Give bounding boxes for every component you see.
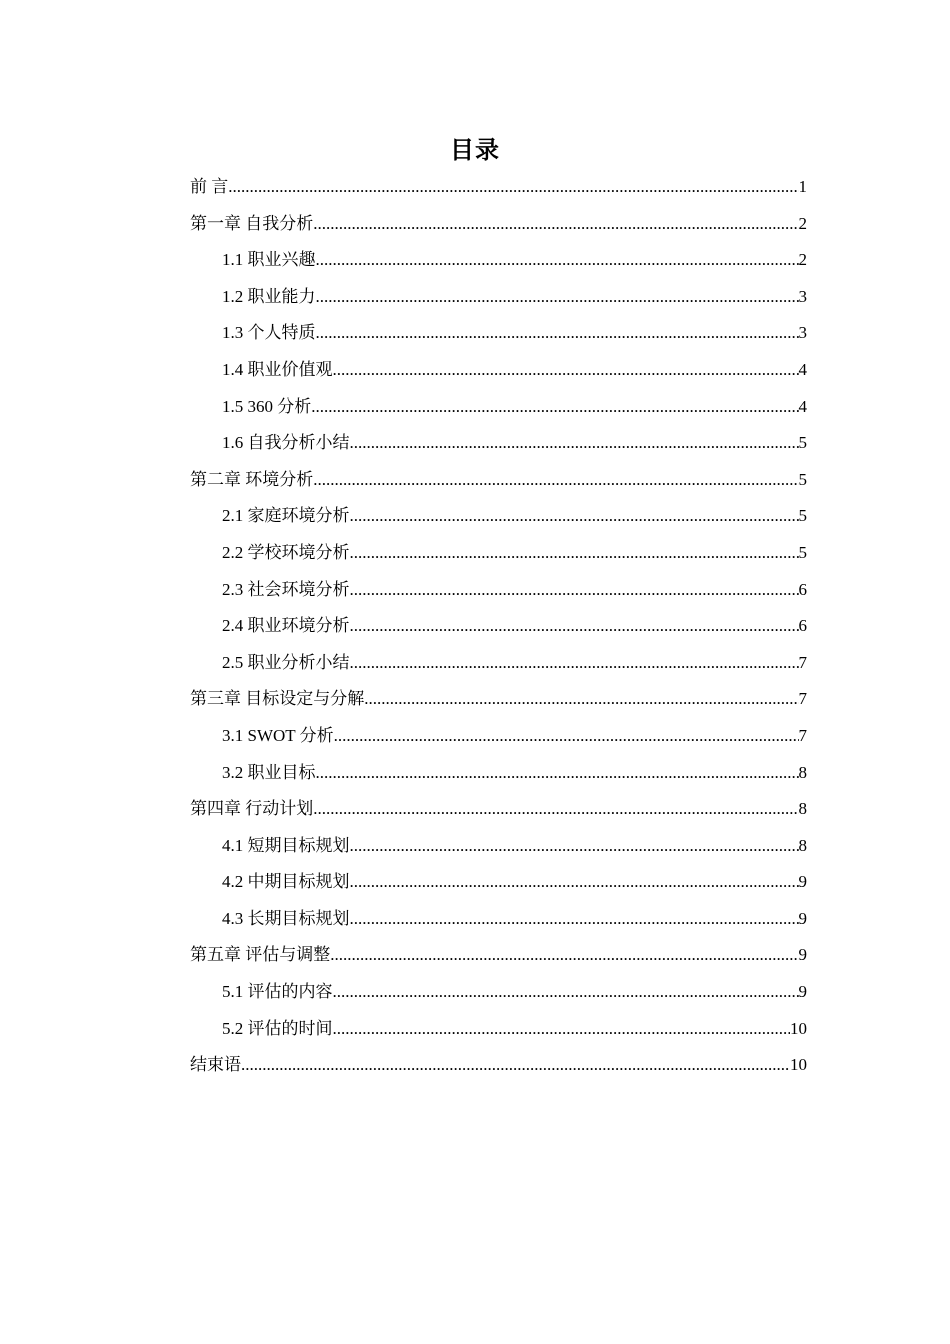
toc-entry-label: 2.2 学校环境分析: [222, 542, 350, 562]
toc-page-number: 7: [798, 725, 807, 745]
toc-chapter-entry[interactable]: [190, 681, 807, 718]
toc-section-entry[interactable]: [190, 279, 807, 316]
toc-section-entry[interactable]: [190, 425, 807, 462]
toc-section-entry[interactable]: [190, 901, 807, 938]
toc-page-number: 2: [798, 250, 807, 270]
toc-entry-label: 第一章 自我分析: [190, 213, 314, 233]
toc-entry-label: 1.6 自我分析小结: [222, 433, 350, 453]
toc-section-entry[interactable]: [190, 535, 807, 572]
toc-leader-dots: [350, 535, 799, 572]
toc-entry-label: 2.1 家庭环境分析: [222, 506, 350, 526]
toc-title: 目录: [450, 136, 500, 164]
toc-page-number: 5: [798, 506, 807, 526]
toc-section-entry[interactable]: [190, 828, 807, 865]
toc-section-entry[interactable]: [190, 242, 807, 279]
toc-chapter-entry[interactable]: [190, 169, 807, 206]
toc-entry-label: 第四章 行动计划: [190, 799, 314, 819]
toc-leader-dots: [350, 864, 799, 901]
toc-page-number: 9: [798, 872, 807, 892]
toc-entry-label: 1.2 职业能力: [222, 286, 316, 306]
toc-leader-dots: [333, 1011, 791, 1048]
toc-entry-label: 2.3 社会环境分析: [222, 579, 350, 599]
toc-page-number: 3: [798, 286, 807, 306]
toc-leader-dots: [350, 608, 799, 645]
toc-section-entry[interactable]: [190, 498, 807, 535]
toc-page-number: 5: [798, 469, 807, 489]
toc-chapter-entry[interactable]: [190, 791, 807, 828]
toc-page-number: 10: [790, 1018, 807, 1038]
toc-section-entry[interactable]: [190, 389, 807, 426]
toc-leader-dots: [350, 498, 799, 535]
toc-section-entry[interactable]: [190, 974, 807, 1011]
toc-entry-label: 第五章 评估与调整: [190, 945, 331, 965]
toc-leader-dots: [313, 791, 798, 828]
toc-leader-dots: [316, 279, 799, 316]
toc-section-entry[interactable]: [190, 1011, 807, 1048]
toc-entry-label: 3.2 职业目标: [222, 762, 316, 782]
toc-section-entry[interactable]: [190, 608, 807, 645]
toc-entry-label: 第三章 目标设定与分解: [190, 689, 365, 709]
toc-leader-dots: [228, 169, 798, 206]
toc-leader-dots: [334, 718, 799, 755]
toc-list: [190, 169, 807, 1084]
toc-entry-label: 结束语: [190, 1055, 241, 1075]
toc-page-number: 8: [798, 799, 807, 819]
toc-leader-dots: [241, 1047, 790, 1084]
toc-leader-dots: [316, 755, 799, 792]
toc-leader-dots: [333, 352, 799, 389]
toc-page-number: 8: [798, 762, 807, 782]
toc-entry-label: 4.3 长期目标规划: [222, 908, 350, 928]
toc-section-entry[interactable]: [190, 315, 807, 352]
toc-entry-label: 4.1 短期目标规划: [222, 835, 350, 855]
toc-chapter-entry[interactable]: [190, 1047, 807, 1084]
toc-page-number: 9: [798, 945, 807, 965]
toc-entry-label: 4.2 中期目标规划: [222, 872, 350, 892]
toc-page-number: 9: [798, 908, 807, 928]
toc-leader-dots: [313, 462, 798, 499]
toc-entry-label: 5.1 评估的内容: [222, 982, 333, 1002]
toc-page-number: 10: [790, 1055, 807, 1075]
toc-entry-label: 2.5 职业分析小结: [222, 652, 350, 672]
toc-entry-label: 1.1 职业兴趣: [222, 250, 316, 270]
toc-entry-label: 1.4 职业价值观: [222, 359, 333, 379]
toc-leader-dots: [350, 645, 799, 682]
toc-entry-label: 2.4 职业环境分析: [222, 616, 350, 636]
toc-page-number: 7: [798, 652, 807, 672]
toc-leader-dots: [333, 974, 799, 1011]
toc-chapter-entry[interactable]: [190, 462, 807, 499]
toc-page-number: 1: [798, 177, 807, 196]
toc-entry-label: 第二章 环境分析: [190, 469, 314, 489]
toc-section-entry[interactable]: [190, 718, 807, 755]
toc-entry-label: 5.2 评估的时间: [222, 1018, 333, 1038]
toc-section-entry[interactable]: [190, 645, 807, 682]
toc-leader-dots: [350, 572, 799, 609]
toc-section-entry[interactable]: [190, 755, 807, 792]
toc-leader-dots: [311, 389, 798, 426]
toc-leader-dots: [364, 681, 798, 718]
toc-page-number: 4: [798, 359, 807, 379]
toc-chapter-entry[interactable]: [190, 206, 807, 243]
toc-entry-label: 前 言: [190, 177, 229, 196]
toc-leader-dots: [350, 901, 799, 938]
toc-page-number: 5: [798, 542, 807, 562]
toc-entry-label: 3.1 SWOT 分析: [222, 725, 334, 745]
toc-page-number: 6: [798, 579, 807, 599]
toc-leader-dots: [330, 937, 798, 974]
toc-page-number: 3: [798, 323, 807, 343]
toc-page-number: 4: [798, 396, 807, 416]
toc-page-number: 7: [798, 689, 807, 709]
toc-chapter-entry[interactable]: [190, 937, 807, 974]
toc-page-number: 6: [798, 616, 807, 636]
toc-leader-dots: [350, 828, 799, 865]
toc-leader-dots: [350, 425, 799, 462]
toc-page-number: 2: [798, 213, 807, 233]
toc-leader-dots: [316, 315, 799, 352]
toc-section-entry[interactable]: [190, 352, 807, 389]
toc-page-number: 8: [798, 835, 807, 855]
toc-section-entry[interactable]: [190, 572, 807, 609]
toc-leader-dots: [316, 242, 799, 279]
toc-leader-dots: [313, 206, 798, 243]
toc-page-number: 9: [798, 982, 807, 1002]
toc-entry-label: 1.3 个人特质: [222, 323, 316, 343]
toc-entry-label: 1.5 360 分析: [222, 396, 312, 416]
toc-section-entry[interactable]: [190, 864, 807, 901]
toc-page-number: 5: [798, 433, 807, 453]
